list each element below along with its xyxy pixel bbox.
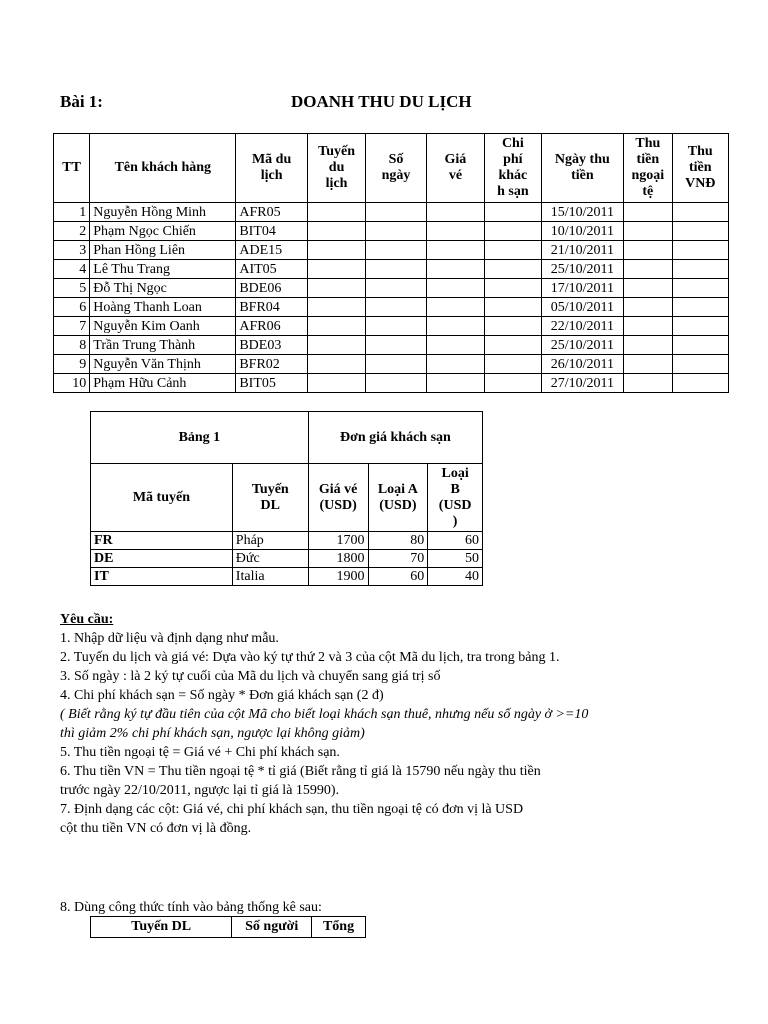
cell-empty [624,241,672,260]
cell-empty [307,222,365,241]
stat-header-count: Số người [232,917,312,938]
cell-empty [307,241,365,260]
requirement-line: 7. Định dạng các cột: Giá vé, chi phí khách sạn, thu tiền ngoại tệ có đơn vị là USD [60,802,524,817]
cell-tt: 9 [54,355,90,374]
cell-empty [624,336,672,355]
rate-header-code: Mã tuyến [91,464,233,532]
cell-empty [485,298,541,317]
rate-cell-a: 70 [368,550,428,568]
cell-empty [672,355,729,374]
cell-empty [307,203,365,222]
header-line: TT [62,160,81,175]
cell-date: 05/10/2011 [541,298,624,317]
cell-empty [426,260,484,279]
header-line: Tuyến [318,144,355,159]
cell-code: AIT05 [236,260,308,279]
cell-empty [624,222,672,241]
cell-empty [366,336,426,355]
cell-name: Phan Hồng Liên [90,241,236,260]
header-line: Giá [444,152,467,167]
cell-code: BIT05 [236,374,308,393]
header-line: Số [388,152,404,167]
cell-name: Nguyễn Văn Thịnh [90,355,236,374]
requirement-line: cột thu tiền VN có đơn vị là đồng. [60,821,252,836]
requirement-8: 8. Dùng công thức tính vào bảng thống kê sau: [60,900,322,915]
cell-empty [624,374,672,393]
cell-tt: 6 [54,298,90,317]
cell-empty [366,317,426,336]
header-line: tiền [688,160,712,175]
cell-empty [366,355,426,374]
cell-tt: 3 [54,241,90,260]
rate-header-route [232,464,308,532]
col-header-days [366,134,426,203]
requirement-line: trước ngày 22/10/2011, ngược lại tỉ giá là 15990). [60,783,340,798]
cell-empty [307,355,365,374]
cell-empty [307,374,365,393]
header-line: Tuyến [251,481,289,497]
cell-empty [426,336,484,355]
cell-empty [624,260,672,279]
cell-date: 17/10/2011 [541,279,624,298]
col-header-hotel [485,134,541,203]
cell-empty [426,298,484,317]
rate-cell-ticket: 1800 [308,550,368,568]
cell-name: Hoàng Thanh Loan [90,298,236,317]
rate-table-group-header: Đơn giá khách sạn [308,412,482,464]
cell-tt: 2 [54,222,90,241]
stat-header-total: Tổng [312,917,366,938]
cell-empty [307,336,365,355]
header-line: Loại [441,465,469,481]
header-line: ) [452,513,458,529]
header-line: Chi [501,136,524,151]
rate-cell-code: IT [91,568,233,586]
cell-empty [307,317,365,336]
requirements-title: Yêu cầu: [60,612,114,627]
table-row [54,260,729,279]
requirement-line: 6. Thu tiền VN = Thu tiền ngoại tệ * tỉ giá (Biết rằng tỉ giá là 15790 nếu ngày thu tiền [60,764,541,779]
header-line: (USD [438,497,472,513]
cell-empty [366,222,426,241]
cell-empty [624,317,672,336]
col-header-tt [54,134,90,203]
cell-tt: 7 [54,317,90,336]
table-row [54,241,729,260]
cell-date: 26/10/2011 [541,355,624,374]
header-line: Thu [687,144,713,159]
cell-name: Lê Thu Trang [90,260,236,279]
header-line: VNĐ [685,176,716,191]
cell-code: BFR02 [236,355,308,374]
cell-empty [485,317,541,336]
cell-empty [624,203,672,222]
cell-name: Phạm Hữu Cảnh [90,374,236,393]
header-line: tiền [636,152,660,167]
cell-tt: 4 [54,260,90,279]
header-line: tệ [642,184,654,199]
col-header-code [236,134,308,203]
rate-cell-b: 60 [428,532,483,550]
cell-code: BDE03 [236,336,308,355]
cell-code: AFR05 [236,203,308,222]
requirement-line: 3. Số ngày : là 2 ký tự cuối của Mã du lịch và chuyển sang giá trị số [60,669,441,684]
cell-name: Phạm Ngọc Chiến [90,222,236,241]
stat-table [90,916,366,938]
cell-date: 25/10/2011 [541,260,624,279]
cell-empty [426,203,484,222]
cell-empty [307,279,365,298]
cell-empty [624,279,672,298]
cell-empty [672,241,729,260]
cell-code: BIT04 [236,222,308,241]
requirement-line: ( Biết rằng ký tự đầu tiên của cột Mã cho biết loại khách sạn thuê, nhưng nếu số ngày ở >=10 [60,707,589,722]
cell-empty [426,317,484,336]
header-line: Giá vé [318,481,358,497]
cell-name: Đỗ Thị Ngọc [90,279,236,298]
cell-empty [672,336,729,355]
cell-empty [672,260,729,279]
cell-date: 21/10/2011 [541,241,624,260]
cell-code: ADE15 [236,241,308,260]
rate-cell-b: 50 [428,550,483,568]
exercise-label: Bài 1: [60,92,103,111]
rate-header-type-b [428,464,483,532]
cell-code: AFR06 [236,317,308,336]
cell-empty [366,279,426,298]
stat-header-route: Tuyến DL [91,917,232,938]
header-line: (USD) [319,497,357,513]
cell-empty [672,279,729,298]
cell-empty [624,298,672,317]
rate-cell-ticket: 1900 [308,568,368,586]
header-line: vé [448,168,463,183]
cell-name: Trần Trung Thành [90,336,236,355]
rate-cell-code: DE [91,550,233,568]
rate-cell-a: 60 [368,568,428,586]
table-row [54,336,729,355]
table-row [91,550,483,568]
cell-empty [485,279,541,298]
cell-empty [485,336,541,355]
header-line: Mã du [251,152,292,167]
cell-empty [366,260,426,279]
cell-date: 27/10/2011 [541,374,624,393]
table-row [91,568,483,586]
cell-code: BFR04 [236,298,308,317]
table-row [54,374,729,393]
header-line: Loại A [377,481,418,497]
header-line: DL [260,497,280,513]
cell-empty [672,317,729,336]
header-line: khác [498,168,528,183]
cell-tt: 10 [54,374,90,393]
cell-empty [485,355,541,374]
header-line: Ngày thu [554,152,610,167]
col-header-route [307,134,365,203]
cell-tt: 1 [54,203,90,222]
cell-code: BDE06 [236,279,308,298]
rate-cell-route: Italia [232,568,308,586]
header-line: (USD) [379,497,417,513]
cell-empty [366,298,426,317]
header-line: ngày [381,168,411,183]
table-row [91,532,483,550]
rate-header-ticket [308,464,368,532]
cell-empty [366,374,426,393]
col-header-name [90,134,236,203]
requirement-line: 1. Nhập dữ liệu và định dạng như mẫu. [60,631,279,646]
cell-empty [426,279,484,298]
header-line: lịch [260,168,283,183]
header-line: Thu [635,136,661,151]
cell-empty [485,260,541,279]
table-row [54,298,729,317]
cell-date: 10/10/2011 [541,222,624,241]
rate-table-title: Bảng 1 [91,412,309,464]
requirements [60,610,740,838]
header-line: lịch [325,176,348,191]
header-line: tiền [571,168,594,183]
requirement-line: 5. Thu tiền ngoại tệ = Giá vé + Chi phí khách sạn. [60,745,340,760]
cell-empty [426,355,484,374]
cell-empty [426,241,484,260]
cell-date: 22/10/2011 [541,317,624,336]
cell-empty [485,203,541,222]
header-line: Tên khách hàng [114,160,212,175]
cell-empty [366,241,426,260]
cell-empty [485,374,541,393]
table-row [54,279,729,298]
rate-table [90,411,483,586]
table-row [54,203,729,222]
requirement-line: thì giảm 2% chi phí khách sạn, ngược lại không giảm) [60,726,365,741]
header-line: h sạn [497,184,529,199]
cell-date: 25/10/2011 [541,336,624,355]
rate-cell-a: 80 [368,532,428,550]
requirement-line: 2. Tuyến du lịch và giá vé: Dựa vào ký tự thứ 2 và 3 của cột Mã du lịch, tra trong bảng 1. [60,650,560,665]
cell-empty [672,203,729,222]
table-row [54,222,729,241]
cell-empty [672,374,729,393]
header-line: ngoại [631,168,665,183]
cell-empty [366,203,426,222]
cell-empty [485,222,541,241]
cell-tt: 8 [54,336,90,355]
col-header-foreign [624,134,672,203]
table-row [54,317,729,336]
col-header-price [426,134,484,203]
cell-date: 15/10/2011 [541,203,624,222]
rate-cell-b: 40 [428,568,483,586]
requirements-list [60,629,740,838]
requirement-line: 4. Chi phí khách sạn = Số ngày * Đơn giá khách sạn (2 đ) [60,688,384,703]
cell-empty [672,298,729,317]
cell-empty [426,374,484,393]
rate-header-type-a [368,464,428,532]
cell-name: Nguyễn Kim Oanh [90,317,236,336]
revenue-table [53,133,729,393]
rate-cell-ticket: 1700 [308,532,368,550]
rate-cell-route: Pháp [232,532,308,550]
cell-tt: 5 [54,279,90,298]
cell-empty [307,298,365,317]
cell-empty [624,355,672,374]
cell-empty [672,222,729,241]
cell-name: Nguyễn Hồng Minh [90,203,236,222]
col-header-vnd [672,134,729,203]
rate-cell-route: Đức [232,550,308,568]
cell-empty [426,222,484,241]
col-header-date [541,134,624,203]
table-row [54,355,729,374]
header-line: phí [503,152,523,167]
rate-cell-code: FR [91,532,233,550]
cell-empty [485,241,541,260]
header-line: B [450,481,460,497]
cell-empty [307,260,365,279]
page-title: DOANH THU DU LỊCH [291,92,472,111]
header-line: du [328,160,345,175]
